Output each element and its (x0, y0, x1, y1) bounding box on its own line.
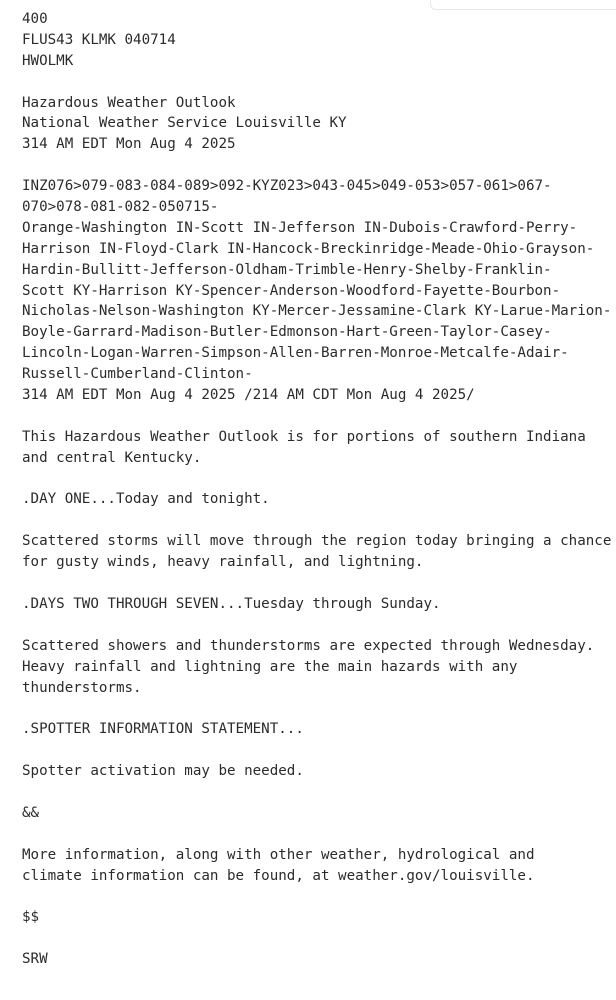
bulletin-line: .SPOTTER INFORMATION STATEMENT... (22, 721, 304, 738)
bulletin-line: Russell-Cumberland-Clinton- (22, 366, 253, 383)
bulletin-line: INZ076>079-083-084-089>092-KYZ023>043-045>049-053>057-061>067- (22, 178, 552, 195)
bulletin-line: and central Kentucky. (22, 449, 202, 466)
bulletin-line: HWOLMK (22, 52, 74, 69)
bulletin-line (22, 824, 611, 845)
bulletin-line: && (22, 804, 40, 821)
bulletin-line: National Weather Service Louisville KY (22, 115, 347, 132)
bulletin-line (22, 155, 611, 176)
bulletin-line (22, 740, 611, 761)
bulletin-line: Spotter activation may be needed. (22, 763, 304, 780)
bulletin-line: More information, along with other weather, hydrological and (22, 846, 535, 863)
bulletin-line: Scattered storms will move through the region today bringing a chance (22, 533, 612, 550)
bulletin-line: This Hazardous Weather Outlook is for portions of southern Indiana (22, 428, 586, 445)
bulletin-line (22, 469, 611, 490)
bulletin-line: Harrison IN-Floyd-Clark IN-Hancock-Breckinridge-Meade-Ohio-Grayson- (22, 240, 595, 257)
bulletin-line: .DAYS TWO THROUGH SEVEN...Tuesday through Sunday. (22, 595, 441, 612)
bulletin-line (22, 72, 611, 93)
bulletin-line (22, 928, 611, 949)
bulletin-line: Nicholas-Nelson-Washington KY-Mercer-Jessamine-Clark KY-Larue-Marion- (22, 303, 612, 320)
bulletin-line: Orange-Washington IN-Scott IN-Jefferson IN-Dubois-Crawford-Perry- (22, 219, 578, 236)
bulletin-line: 314 AM EDT Mon Aug 4 2025 (22, 136, 236, 153)
bulletin-line (22, 698, 611, 719)
bulletin-line (22, 510, 611, 531)
bulletin-line: FLUS43 KLMK 040714 (22, 31, 176, 48)
weather-bulletin-text (22, 9, 611, 970)
bulletin-line: Scattered showers and thunderstorms are expected through Wednesday. (22, 637, 595, 654)
bulletin-line: thunderstorms. (22, 679, 142, 696)
bulletin-line: climate information can be found, at weather.gov/louisville. (22, 867, 535, 884)
bulletin-line: Lincoln-Logan-Warren-Simpson-Allen-Barren-Monroe-Metcalfe-Adair- (22, 345, 569, 362)
bulletin-line: Hardin-Bullitt-Jefferson-Oldham-Trimble-Henry-Shelby-Franklin- (22, 261, 552, 278)
bulletin-line: Boyle-Garrard-Madison-Butler-Edmonson-Hart-Green-Taylor-Casey- (22, 324, 552, 341)
bulletin-line: Scott KY-Harrison KY-Spencer-Anderson-Woodford-Fayette-Bourbon- (22, 282, 561, 299)
bulletin-line: 400 (22, 11, 48, 27)
bulletin-line: 314 AM EDT Mon Aug 4 2025 /214 AM CDT Mon Aug 4 2025/ (22, 387, 475, 404)
bulletin-line (22, 886, 611, 907)
bulletin-line: $$ (22, 909, 40, 926)
bulletin-line: .DAY ONE...Today and tonight. (22, 491, 270, 508)
bulletin-line: for gusty winds, heavy rainfall, and lightning. (22, 554, 424, 571)
bulletin-line (22, 573, 611, 594)
bulletin-line (22, 615, 611, 636)
bulletin-line: SRW (22, 951, 48, 968)
bulletin-line: Heavy rainfall and lightning are the main hazards with any (22, 658, 518, 675)
bulletin-line (22, 406, 611, 427)
bulletin-line (22, 782, 611, 803)
bulletin-line: Hazardous Weather Outlook (22, 94, 236, 111)
bulletin-line: 070>078-081-082-050715- (22, 199, 219, 216)
